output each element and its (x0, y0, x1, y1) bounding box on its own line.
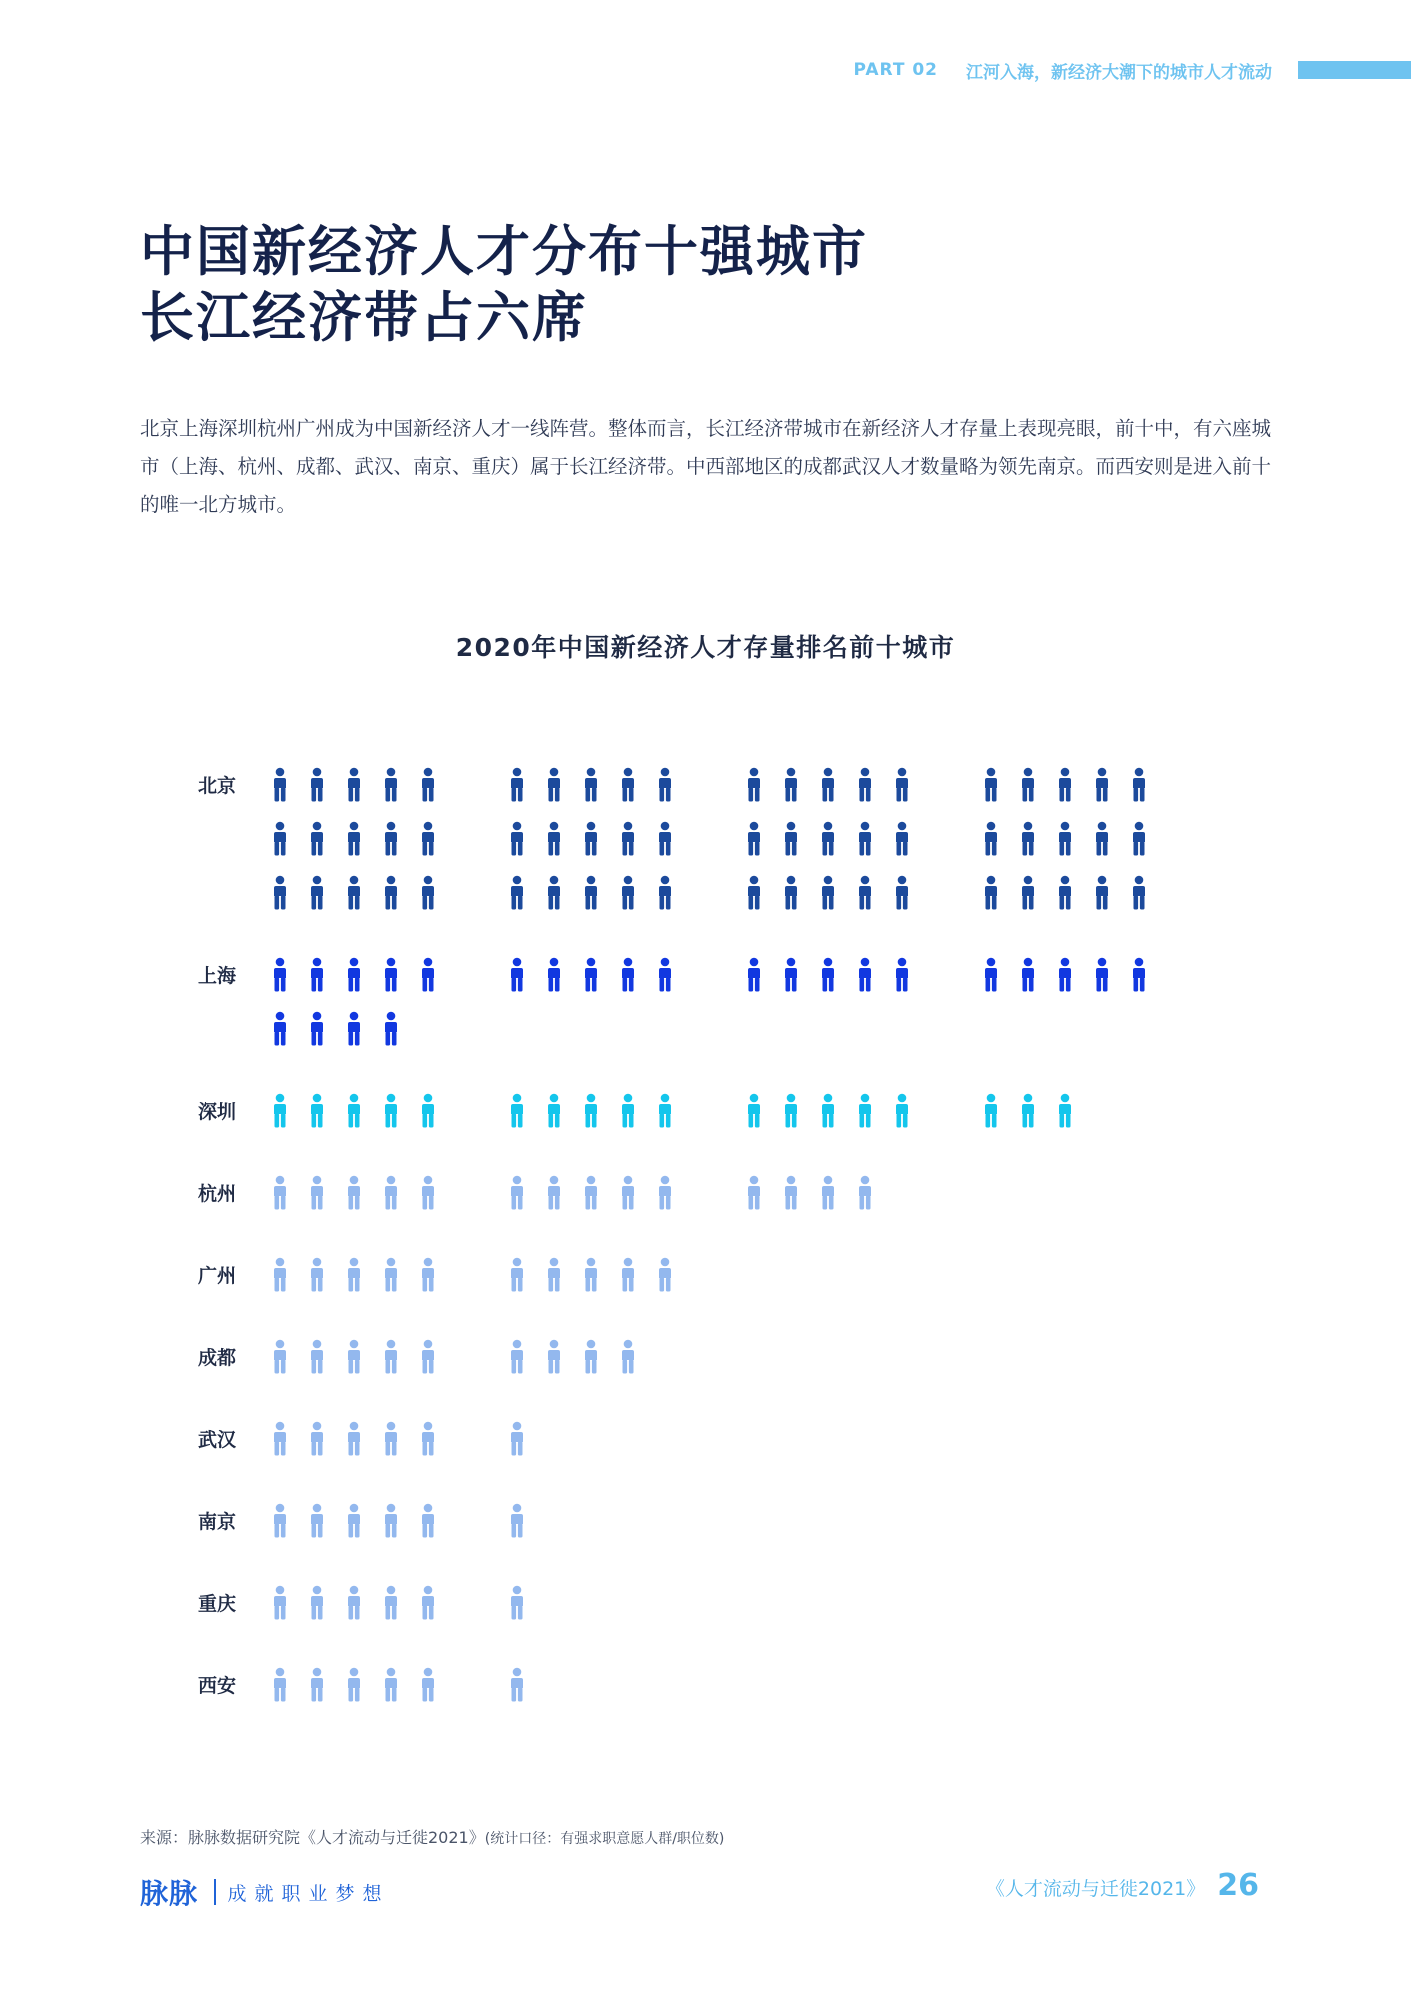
person-icon (422, 1340, 434, 1374)
person-icon (659, 1258, 671, 1292)
person-icon (274, 822, 286, 856)
person-icon (385, 768, 397, 802)
person-icon (748, 1094, 760, 1128)
source-note (140, 1825, 724, 1848)
person-icon (511, 1422, 523, 1456)
brand-slogan: 成就职业梦想 (227, 1882, 390, 1905)
person-icon (585, 1176, 597, 1210)
person-icon (385, 1176, 397, 1210)
person-icon (548, 876, 560, 910)
city-label: 重庆 (198, 1593, 237, 1615)
person-icon (274, 876, 286, 910)
person-icon (822, 1176, 834, 1210)
person-icon (659, 876, 671, 910)
person-icon (274, 1094, 286, 1128)
person-icon (348, 822, 360, 856)
page-number: 26 (1217, 1868, 1259, 1903)
person-icon (748, 1176, 760, 1210)
title-line-1: 中国新经济人才分布十强城市 (140, 219, 868, 283)
person-icon (311, 1586, 323, 1620)
person-icon (585, 768, 597, 802)
city-label: 南京 (198, 1511, 237, 1533)
person-icon (985, 822, 997, 856)
report-name: 《人才流动与迁徙2021》 (985, 1878, 1206, 1900)
person-icon (274, 768, 286, 802)
person-icon (385, 1586, 397, 1620)
person-icon (1059, 876, 1071, 910)
city-label: 北京 (198, 775, 237, 797)
person-icon (622, 1176, 634, 1210)
person-icon (1096, 958, 1108, 992)
person-icon (896, 876, 908, 910)
person-icon (1059, 958, 1071, 992)
person-icon (548, 1176, 560, 1210)
footer-report (986, 1868, 1259, 1903)
person-icon (274, 1504, 286, 1538)
person-icon (548, 822, 560, 856)
person-icon (422, 1094, 434, 1128)
person-icon (274, 1586, 286, 1620)
person-icon (274, 1258, 286, 1292)
person-icon (311, 1012, 323, 1046)
person-icon (822, 768, 834, 802)
person-icon (1022, 822, 1034, 856)
person-icon (348, 1258, 360, 1292)
person-icon (274, 1176, 286, 1210)
brand-divider (214, 1879, 216, 1905)
person-icon (1022, 958, 1034, 992)
person-icon (422, 958, 434, 992)
person-icon (822, 1094, 834, 1128)
person-icon (1096, 768, 1108, 802)
person-icon (311, 1176, 323, 1210)
person-icon (548, 958, 560, 992)
person-icon (585, 876, 597, 910)
person-icon (311, 1668, 323, 1702)
person-icon (511, 768, 523, 802)
person-icon (659, 768, 671, 802)
city-label: 广州 (198, 1265, 237, 1287)
city-label: 杭州 (198, 1183, 237, 1205)
person-icon (1059, 768, 1071, 802)
person-icon (785, 1094, 797, 1128)
person-icon (622, 1258, 634, 1292)
person-icon (274, 1012, 286, 1046)
person-icon (622, 876, 634, 910)
person-icon (385, 1504, 397, 1538)
person-icon (511, 1340, 523, 1374)
person-icon (511, 1176, 523, 1210)
person-icon (659, 1094, 671, 1128)
person-icon (274, 1340, 286, 1374)
person-icon (422, 1176, 434, 1210)
chart-title: 2020年中国新经济人才存量排名前十城市 (455, 633, 956, 662)
person-icon (1022, 768, 1034, 802)
city-label: 西安 (198, 1675, 237, 1697)
person-icon (311, 1258, 323, 1292)
person-icon (348, 1094, 360, 1128)
person-icon (548, 1340, 560, 1374)
person-icon (385, 876, 397, 910)
person-icon (985, 876, 997, 910)
person-icon (274, 958, 286, 992)
person-icon (748, 822, 760, 856)
person-icon (385, 1340, 397, 1374)
person-icon (1022, 1094, 1034, 1128)
person-icon (385, 958, 397, 992)
person-icon (659, 822, 671, 856)
person-icon (659, 958, 671, 992)
title-line-2: 长江经济带占六席 (140, 285, 588, 349)
person-icon (585, 958, 597, 992)
person-icon (422, 1504, 434, 1538)
person-icon (585, 1258, 597, 1292)
source-scope-note: (统计口径：有强求职意愿人群/职位数) (484, 1831, 725, 1847)
person-icon (422, 768, 434, 802)
person-icon (985, 768, 997, 802)
person-icon (822, 876, 834, 910)
person-icon (548, 1258, 560, 1292)
person-icon (422, 822, 434, 856)
person-icon (1059, 1094, 1071, 1128)
person-icon (1096, 876, 1108, 910)
person-icon (859, 876, 871, 910)
person-icon (422, 1422, 434, 1456)
person-icon (348, 768, 360, 802)
person-icon (622, 958, 634, 992)
person-icon (348, 1340, 360, 1374)
person-icon (822, 958, 834, 992)
person-icon (585, 822, 597, 856)
person-icon (311, 1340, 323, 1374)
person-icon (311, 1094, 323, 1128)
part-title: 江河入海，新经济大潮下的城市人才流动 (966, 62, 1272, 83)
person-icon (548, 1094, 560, 1128)
brand-logo: 脉脉 (140, 1877, 199, 1910)
person-icon (859, 958, 871, 992)
person-icon (1022, 876, 1034, 910)
person-icon (859, 1094, 871, 1128)
person-icon (385, 1012, 397, 1046)
person-icon (422, 1586, 434, 1620)
person-icon (311, 1504, 323, 1538)
city-label: 成都 (198, 1347, 237, 1369)
person-icon (659, 1176, 671, 1210)
person-icon (1059, 822, 1071, 856)
person-icon (622, 1340, 634, 1374)
person-icon (896, 958, 908, 992)
city-label: 上海 (198, 965, 237, 987)
person-icon (859, 1176, 871, 1210)
person-icon (859, 768, 871, 802)
person-icon (348, 1504, 360, 1538)
person-icon (348, 1586, 360, 1620)
person-icon (511, 958, 523, 992)
person-icon (785, 1176, 797, 1210)
person-icon (311, 822, 323, 856)
person-icon (385, 1258, 397, 1292)
person-icon (1133, 768, 1145, 802)
person-icon (274, 1422, 286, 1456)
person-icon (422, 1258, 434, 1292)
person-icon (511, 876, 523, 910)
person-icon (622, 822, 634, 856)
person-icon (348, 1422, 360, 1456)
person-icon (274, 1668, 286, 1702)
person-icon (748, 768, 760, 802)
person-icon (985, 1094, 997, 1128)
city-label: 武汉 (198, 1429, 237, 1451)
person-icon (422, 876, 434, 910)
person-icon (622, 768, 634, 802)
person-icon (511, 1094, 523, 1128)
person-icon (311, 876, 323, 910)
person-icon (385, 822, 397, 856)
person-icon (585, 1094, 597, 1128)
person-icon (896, 1094, 908, 1128)
person-icon (985, 958, 997, 992)
person-icon (348, 958, 360, 992)
person-icon (422, 1668, 434, 1702)
person-icon (785, 822, 797, 856)
person-icon (511, 1668, 523, 1702)
person-icon (311, 1422, 323, 1456)
person-icon (511, 1258, 523, 1292)
person-icon (511, 822, 523, 856)
person-icon (1133, 958, 1145, 992)
person-icon (348, 1668, 360, 1702)
person-icon (311, 768, 323, 802)
person-icon (511, 1504, 523, 1538)
person-icon (622, 1094, 634, 1128)
person-icon (785, 768, 797, 802)
footer-brand (140, 1872, 390, 1912)
person-icon (585, 1340, 597, 1374)
person-icon (385, 1094, 397, 1128)
person-icon (859, 822, 871, 856)
person-icon (548, 768, 560, 802)
person-icon (311, 958, 323, 992)
person-icon (785, 958, 797, 992)
person-icon (348, 1176, 360, 1210)
person-icon (1133, 822, 1145, 856)
person-icon (348, 1012, 360, 1046)
person-icon (511, 1586, 523, 1620)
person-icon (822, 822, 834, 856)
person-icon (348, 876, 360, 910)
person-icon (785, 876, 797, 910)
source-text: 来源：脉脉数据研究院《人才流动与迁徙2021》 (140, 1828, 485, 1847)
person-icon (1133, 876, 1145, 910)
part-label: PART 02 (853, 60, 938, 80)
person-icon (385, 1668, 397, 1702)
intro-paragraph: 北京上海深圳杭州广州成为中国新经济人才一线阵营。整体而言，长江经济带城市在新经济人才存量上表现亮眼，前十中，有六座城市（上海、杭州、成都、武汉、南京、重庆）属于长江经济带。中西部地区的成都武汉人才数量略为领先南京。而西安则是进入前十的唯一北方城市。 (140, 417, 1272, 516)
person-icon (1096, 822, 1108, 856)
person-icon (385, 1422, 397, 1456)
city-label: 深圳 (198, 1101, 237, 1123)
person-icon (748, 958, 760, 992)
person-icon (896, 822, 908, 856)
person-icon (748, 876, 760, 910)
person-icon (896, 768, 908, 802)
